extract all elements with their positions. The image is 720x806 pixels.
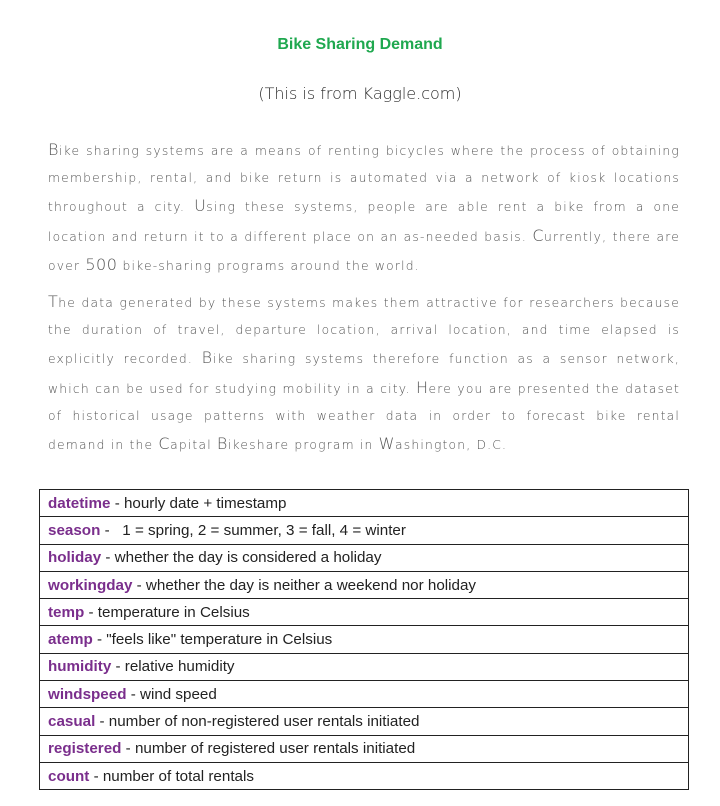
- table-cell: [40, 490, 689, 517]
- drop-letter: U: [194, 196, 207, 216]
- program-count: 500: [85, 254, 118, 274]
- drop-letter: B: [201, 348, 213, 368]
- field-description: - "feels like" temperature in Celsius: [92, 631, 333, 649]
- table-row: [40, 544, 689, 571]
- table-cell: [40, 708, 689, 735]
- table-row: [40, 681, 689, 708]
- page-title: Bike Sharing Demand: [277, 36, 443, 53]
- table-cell: [40, 735, 689, 762]
- field-name: atemp: [48, 631, 93, 649]
- table-cell: [40, 544, 689, 571]
- table-cell: [40, 681, 689, 708]
- paragraph-text: ikeshare program in: [227, 438, 379, 453]
- field-name: datetime: [48, 494, 111, 512]
- table-row: [40, 626, 689, 653]
- field-description: - number of total rentals: [89, 767, 254, 785]
- paragraph-text: he data generated by these systems makes them attractive for researchers because the duration of travel, departure location, arrival location, and time elapsed is explicitly recorded.: [48, 296, 680, 367]
- table-cell: [40, 517, 689, 544]
- description-paragraph-1: [48, 136, 680, 280]
- table-row: [40, 490, 689, 517]
- field-description: - whether the day is neither a weekend nor holiday: [132, 576, 477, 594]
- field-name: season: [48, 521, 101, 539]
- field-definitions-table: [39, 489, 689, 790]
- field-name: registered: [48, 740, 122, 758]
- table-cell: [40, 626, 689, 653]
- table-cell: [40, 762, 689, 789]
- drop-letter: C: [158, 434, 171, 454]
- paragraph-text: D.C.: [476, 438, 508, 453]
- table-row: [40, 653, 689, 680]
- field-description: - relative humidity: [111, 658, 235, 676]
- table-row: [40, 762, 689, 789]
- drop-letter: T: [48, 292, 59, 311]
- field-description: - number of registered user rentals initiated: [121, 740, 416, 758]
- table-row: [40, 571, 689, 598]
- table-row: [40, 517, 689, 544]
- paragraph-text: ere you are presented the dataset of historical usage patterns with weather data in order to forecast bike rental demand in the: [48, 381, 680, 453]
- table-cell: [40, 599, 689, 626]
- table-row: [40, 599, 689, 626]
- field-description: - temperature in Celsius: [84, 603, 250, 621]
- table-row: [40, 708, 689, 735]
- paragraph-text: bike-sharing programs around the world.: [117, 258, 420, 273]
- paragraph-text: apital: [170, 438, 217, 453]
- paragraph-text: ike sharing systems therefore function as a sensor network, which can be used for studying mobility in a city.: [48, 352, 680, 396]
- field-description: - hourly date + timestamp: [110, 494, 287, 512]
- page-subtitle: (This is from Kaggle.com): [258, 84, 462, 103]
- drop-letter: H: [415, 377, 429, 397]
- paragraph-text: ashington,: [395, 438, 477, 453]
- field-description: - wind speed: [126, 685, 217, 703]
- field-name: windspeed: [48, 685, 127, 703]
- table-cell: [40, 571, 689, 598]
- field-name: workingday: [48, 576, 133, 594]
- drop-letter: W: [378, 434, 395, 454]
- field-description: - 1 = spring, 2 = summer, 3 = fall, 4 = winter: [100, 521, 406, 539]
- field-description: - number of non-registered user rentals initiated: [95, 713, 420, 731]
- drop-letter: B: [216, 434, 228, 454]
- field-name: temp: [48, 603, 85, 621]
- field-name: casual: [48, 713, 96, 731]
- drop-letter: B: [48, 140, 59, 159]
- paragraph-text: sing these systems, people are able rent a bike from a one location and return it to a different place on an as-needed basis.: [48, 200, 680, 244]
- field-description: - whether the day is considered a holiday: [101, 549, 382, 567]
- field-name: humidity: [48, 658, 112, 676]
- field-name: count: [48, 767, 90, 785]
- description-paragraph-2: [48, 288, 680, 459]
- drop-letter: C: [532, 225, 544, 245]
- table-row: [40, 735, 689, 762]
- paragraph-text: urrently, there are over: [48, 229, 680, 273]
- table-cell: [40, 653, 689, 680]
- paragraph-text: ike sharing systems are a means of renting bicycles where the process of obtaining membership, rental, and bike return is automated via a network of kiosk locations throughout a city.: [48, 144, 680, 215]
- field-name: holiday: [48, 549, 102, 567]
